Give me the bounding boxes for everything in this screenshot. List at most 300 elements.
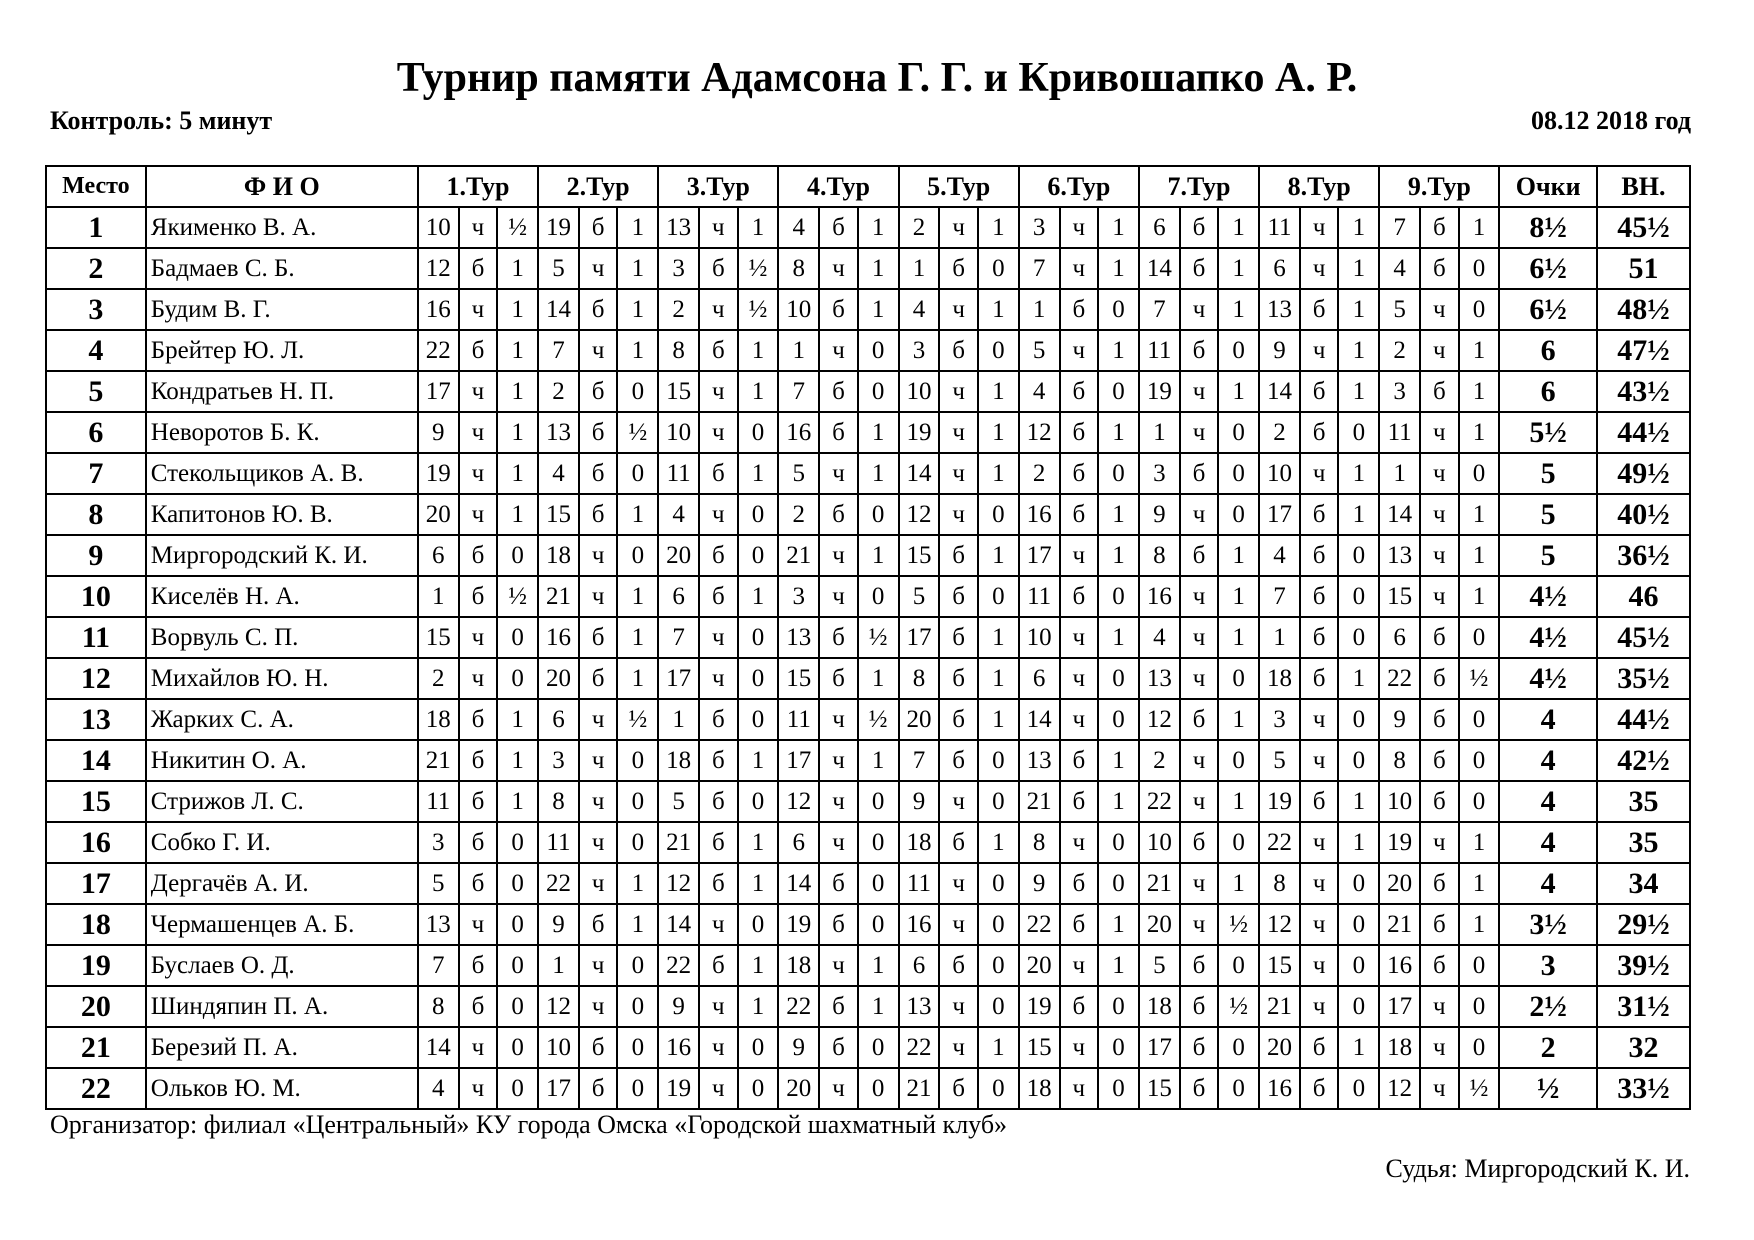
color-cell: б bbox=[579, 371, 618, 412]
color-cell: ч bbox=[939, 289, 978, 330]
result-cell: 1 bbox=[1459, 371, 1500, 412]
result-cell: 1 bbox=[497, 781, 538, 822]
opponent-cell: 5 bbox=[538, 248, 579, 289]
opponent-cell: 6 bbox=[899, 945, 940, 986]
color-cell: ч bbox=[1060, 658, 1099, 699]
player-name-cell: Капитонов Ю. В. bbox=[146, 494, 418, 535]
color-cell: ч bbox=[699, 904, 738, 945]
color-cell: б bbox=[1180, 986, 1219, 1027]
color-cell: б bbox=[939, 658, 978, 699]
result-cell: ½ bbox=[1218, 986, 1259, 1027]
bh-cell: 51 bbox=[1597, 248, 1690, 289]
opponent-cell: 15 bbox=[1139, 1068, 1180, 1109]
opponent-cell: 13 bbox=[899, 986, 940, 1027]
result-cell: 0 bbox=[617, 1068, 658, 1109]
result-cell: ½ bbox=[738, 289, 779, 330]
color-cell: б bbox=[939, 699, 978, 740]
color-cell: ч bbox=[699, 1027, 738, 1068]
opponent-cell: 11 bbox=[1019, 576, 1060, 617]
color-cell: б bbox=[459, 248, 498, 289]
place-cell: 10 bbox=[46, 576, 146, 617]
result-cell: 1 bbox=[1338, 453, 1379, 494]
opponent-cell: 9 bbox=[1379, 699, 1420, 740]
player-name-cell: Собко Г. И. bbox=[146, 822, 418, 863]
result-cell: ½ bbox=[858, 699, 899, 740]
result-cell: 1 bbox=[978, 371, 1019, 412]
color-cell: б bbox=[699, 863, 738, 904]
result-cell: 0 bbox=[978, 986, 1019, 1027]
color-cell: ч bbox=[819, 576, 858, 617]
result-cell: 0 bbox=[1459, 617, 1500, 658]
result-cell: ½ bbox=[1218, 904, 1259, 945]
header-place: Место bbox=[46, 166, 146, 207]
bh-cell: 49½ bbox=[1597, 453, 1690, 494]
place-cell: 3 bbox=[46, 289, 146, 330]
opponent-cell: 22 bbox=[1379, 658, 1420, 699]
result-cell: ½ bbox=[497, 576, 538, 617]
opponent-cell: 11 bbox=[899, 863, 940, 904]
result-cell: 0 bbox=[1338, 576, 1379, 617]
result-cell: 0 bbox=[738, 412, 779, 453]
opponent-cell: 16 bbox=[1139, 576, 1180, 617]
color-cell: б bbox=[1180, 453, 1219, 494]
color-cell: ч bbox=[939, 781, 978, 822]
result-cell: 1 bbox=[1098, 330, 1139, 371]
opponent-cell: 20 bbox=[899, 699, 940, 740]
result-cell: 1 bbox=[858, 535, 899, 576]
header-round-5: 5.Тур bbox=[899, 166, 1019, 207]
result-cell: 1 bbox=[497, 699, 538, 740]
result-cell: 0 bbox=[738, 617, 779, 658]
table-row bbox=[46, 863, 1690, 904]
opponent-cell: 2 bbox=[899, 207, 940, 248]
bh-cell: 31½ bbox=[1597, 986, 1690, 1027]
result-cell: 0 bbox=[1459, 945, 1500, 986]
result-cell: 0 bbox=[1338, 740, 1379, 781]
result-cell: 1 bbox=[497, 412, 538, 453]
result-cell: 1 bbox=[617, 617, 658, 658]
opponent-cell: 13 bbox=[538, 412, 579, 453]
result-cell: 0 bbox=[497, 945, 538, 986]
bh-cell: 45½ bbox=[1597, 617, 1690, 658]
result-cell: 0 bbox=[978, 945, 1019, 986]
color-cell: ч bbox=[1300, 904, 1339, 945]
opponent-cell: 17 bbox=[538, 1068, 579, 1109]
result-cell: 1 bbox=[1218, 535, 1259, 576]
result-cell: 0 bbox=[1098, 289, 1139, 330]
color-cell: ч bbox=[699, 207, 738, 248]
result-cell: 1 bbox=[1338, 330, 1379, 371]
opponent-cell: 11 bbox=[658, 453, 699, 494]
result-cell: 0 bbox=[617, 371, 658, 412]
result-cell: 1 bbox=[1338, 1027, 1379, 1068]
color-cell: б bbox=[579, 1027, 618, 1068]
color-cell: б bbox=[1300, 658, 1339, 699]
color-cell: ч bbox=[459, 1027, 498, 1068]
result-cell: ½ bbox=[1459, 1068, 1500, 1109]
opponent-cell: 1 bbox=[778, 330, 819, 371]
player-name-cell: Жарких С. А. bbox=[146, 699, 418, 740]
color-cell: б bbox=[699, 945, 738, 986]
color-cell: б bbox=[1300, 1027, 1339, 1068]
points-cell: 5 bbox=[1499, 453, 1597, 494]
color-cell: б bbox=[1300, 1068, 1339, 1109]
opponent-cell: 1 bbox=[658, 699, 699, 740]
opponent-cell: 8 bbox=[1259, 863, 1300, 904]
result-cell: 0 bbox=[1459, 986, 1500, 1027]
player-name-cell: Буслаев О. Д. bbox=[146, 945, 418, 986]
opponent-cell: 1 bbox=[1259, 617, 1300, 658]
result-cell: 1 bbox=[858, 289, 899, 330]
opponent-cell: 17 bbox=[1379, 986, 1420, 1027]
opponent-cell: 22 bbox=[1259, 822, 1300, 863]
opponent-cell: 18 bbox=[778, 945, 819, 986]
result-cell: 0 bbox=[1218, 1068, 1259, 1109]
result-cell: 0 bbox=[617, 986, 658, 1027]
points-cell: 3 bbox=[1499, 945, 1597, 986]
color-cell: б bbox=[1300, 576, 1339, 617]
color-cell: б bbox=[819, 658, 858, 699]
result-cell: 0 bbox=[858, 330, 899, 371]
color-cell: б bbox=[1180, 699, 1219, 740]
color-cell: б bbox=[819, 1027, 858, 1068]
opponent-cell: 20 bbox=[1139, 904, 1180, 945]
bh-cell: 40½ bbox=[1597, 494, 1690, 535]
color-cell: ч bbox=[1300, 453, 1339, 494]
place-cell: 1 bbox=[46, 207, 146, 248]
table-row bbox=[46, 371, 1690, 412]
opponent-cell: 18 bbox=[1019, 1068, 1060, 1109]
color-cell: б bbox=[1300, 617, 1339, 658]
opponent-cell: 2 bbox=[658, 289, 699, 330]
opponent-cell: 4 bbox=[778, 207, 819, 248]
result-cell: 0 bbox=[497, 617, 538, 658]
color-cell: б bbox=[1300, 289, 1339, 330]
color-cell: б bbox=[459, 330, 498, 371]
color-cell: ч bbox=[699, 412, 738, 453]
color-cell: б bbox=[1060, 781, 1099, 822]
opponent-cell: 17 bbox=[1139, 1027, 1180, 1068]
result-cell: 1 bbox=[1218, 371, 1259, 412]
color-cell: ч bbox=[819, 453, 858, 494]
place-cell: 8 bbox=[46, 494, 146, 535]
opponent-cell: 12 bbox=[1259, 904, 1300, 945]
result-cell: 1 bbox=[617, 207, 658, 248]
result-cell: 1 bbox=[617, 658, 658, 699]
result-cell: 0 bbox=[1338, 535, 1379, 576]
table-row bbox=[46, 1068, 1690, 1109]
result-cell: ½ bbox=[738, 248, 779, 289]
color-cell: б bbox=[1060, 740, 1099, 781]
organizer: Организатор: филиал «Центральный» КУ города Омска «Городской шахматный клуб» bbox=[50, 1110, 1008, 1139]
color-cell: б bbox=[1060, 904, 1099, 945]
result-cell: 0 bbox=[1098, 822, 1139, 863]
opponent-cell: 2 bbox=[1259, 412, 1300, 453]
result-cell: 1 bbox=[1338, 822, 1379, 863]
result-cell: 1 bbox=[497, 248, 538, 289]
place-cell: 17 bbox=[46, 863, 146, 904]
place-cell: 5 bbox=[46, 371, 146, 412]
opponent-cell: 6 bbox=[1019, 658, 1060, 699]
header-points: Очки bbox=[1499, 166, 1597, 207]
table-row bbox=[46, 699, 1690, 740]
result-cell: 1 bbox=[1459, 494, 1500, 535]
result-cell: 1 bbox=[858, 740, 899, 781]
result-cell: 1 bbox=[738, 945, 779, 986]
header-round-8: 8.Тур bbox=[1259, 166, 1379, 207]
color-cell: ч bbox=[1420, 289, 1459, 330]
result-cell: 0 bbox=[858, 1027, 899, 1068]
opponent-cell: 16 bbox=[899, 904, 940, 945]
opponent-cell: 10 bbox=[778, 289, 819, 330]
player-name-cell: Брейтер Ю. Л. bbox=[146, 330, 418, 371]
opponent-cell: 11 bbox=[1259, 207, 1300, 248]
result-cell: 1 bbox=[1459, 330, 1500, 371]
player-name-cell: Ольков Ю. М. bbox=[146, 1068, 418, 1109]
opponent-cell: 8 bbox=[899, 658, 940, 699]
opponent-cell: 18 bbox=[1379, 1027, 1420, 1068]
color-cell: б bbox=[1060, 453, 1099, 494]
color-cell: ч bbox=[1060, 248, 1099, 289]
place-cell: 6 bbox=[46, 412, 146, 453]
opponent-cell: 12 bbox=[538, 986, 579, 1027]
opponent-cell: 20 bbox=[1019, 945, 1060, 986]
header-round-4: 4.Тур bbox=[778, 166, 898, 207]
result-cell: 1 bbox=[497, 330, 538, 371]
result-cell: 1 bbox=[1218, 781, 1259, 822]
color-cell: ч bbox=[1300, 945, 1339, 986]
result-cell: 1 bbox=[738, 453, 779, 494]
opponent-cell: 13 bbox=[1019, 740, 1060, 781]
player-name-cell: Стекольщиков А. В. bbox=[146, 453, 418, 494]
color-cell: б bbox=[1420, 699, 1459, 740]
color-cell: б bbox=[459, 863, 498, 904]
result-cell: 1 bbox=[738, 371, 779, 412]
color-cell: ч bbox=[459, 904, 498, 945]
color-cell: б bbox=[1180, 1068, 1219, 1109]
opponent-cell: 17 bbox=[1019, 535, 1060, 576]
bh-cell: 33½ bbox=[1597, 1068, 1690, 1109]
color-cell: б bbox=[699, 453, 738, 494]
header-round-6: 6.Тур bbox=[1019, 166, 1139, 207]
opponent-cell: 21 bbox=[658, 822, 699, 863]
player-name-cell: Чермашенцев А. Б. bbox=[146, 904, 418, 945]
opponent-cell: 3 bbox=[538, 740, 579, 781]
opponent-cell: 8 bbox=[1379, 740, 1420, 781]
result-cell: 1 bbox=[978, 699, 1019, 740]
opponent-cell: 9 bbox=[418, 412, 459, 453]
opponent-cell: 17 bbox=[418, 371, 459, 412]
opponent-cell: 6 bbox=[658, 576, 699, 617]
result-cell: ½ bbox=[497, 207, 538, 248]
result-cell: 0 bbox=[1459, 248, 1500, 289]
opponent-cell: 16 bbox=[1019, 494, 1060, 535]
player-name-cell: Стрижов Л. С. bbox=[146, 781, 418, 822]
result-cell: 1 bbox=[1098, 781, 1139, 822]
result-cell: 0 bbox=[497, 863, 538, 904]
result-cell: 0 bbox=[1459, 1027, 1500, 1068]
bh-cell: 48½ bbox=[1597, 289, 1690, 330]
result-cell: 1 bbox=[1459, 207, 1500, 248]
opponent-cell: 3 bbox=[1139, 453, 1180, 494]
color-cell: б bbox=[939, 248, 978, 289]
opponent-cell: 9 bbox=[1019, 863, 1060, 904]
result-cell: 0 bbox=[617, 740, 658, 781]
color-cell: ч bbox=[1180, 658, 1219, 699]
color-cell: ч bbox=[579, 535, 618, 576]
judge: Судья: Миргородский К. И. bbox=[1385, 1154, 1690, 1183]
result-cell: 1 bbox=[978, 289, 1019, 330]
color-cell: б bbox=[1420, 617, 1459, 658]
opponent-cell: 21 bbox=[1019, 781, 1060, 822]
opponent-cell: 22 bbox=[538, 863, 579, 904]
result-cell: 1 bbox=[1338, 781, 1379, 822]
table-row bbox=[46, 494, 1690, 535]
color-cell: б bbox=[699, 822, 738, 863]
player-name-cell: Ворвуль С. П. bbox=[146, 617, 418, 658]
result-cell: 1 bbox=[738, 822, 779, 863]
color-cell: ч bbox=[1420, 822, 1459, 863]
color-cell: б bbox=[819, 289, 858, 330]
color-cell: б bbox=[579, 412, 618, 453]
color-cell: ч bbox=[1060, 945, 1099, 986]
opponent-cell: 18 bbox=[1259, 658, 1300, 699]
bh-cell: 47½ bbox=[1597, 330, 1690, 371]
opponent-cell: 14 bbox=[418, 1027, 459, 1068]
opponent-cell: 4 bbox=[1379, 248, 1420, 289]
color-cell: б bbox=[579, 494, 618, 535]
result-cell: 0 bbox=[978, 1068, 1019, 1109]
opponent-cell: 1 bbox=[1139, 412, 1180, 453]
player-name-cell: Шиндяпин П. А. bbox=[146, 986, 418, 1027]
result-cell: 0 bbox=[978, 781, 1019, 822]
result-cell: 0 bbox=[1218, 412, 1259, 453]
opponent-cell: 22 bbox=[1139, 781, 1180, 822]
result-cell: ½ bbox=[1459, 658, 1500, 699]
bh-cell: 32 bbox=[1597, 1027, 1690, 1068]
color-cell: ч bbox=[1420, 1068, 1459, 1109]
color-cell: б bbox=[459, 822, 498, 863]
place-cell: 14 bbox=[46, 740, 146, 781]
color-cell: б bbox=[579, 289, 618, 330]
result-cell: 0 bbox=[617, 535, 658, 576]
opponent-cell: 16 bbox=[1379, 945, 1420, 986]
table-row bbox=[46, 412, 1690, 453]
header-bh: ВН. bbox=[1597, 166, 1690, 207]
opponent-cell: 19 bbox=[658, 1068, 699, 1109]
result-cell: 0 bbox=[1098, 986, 1139, 1027]
table-row bbox=[46, 207, 1690, 248]
color-cell: ч bbox=[819, 535, 858, 576]
color-cell: ч bbox=[1420, 494, 1459, 535]
opponent-cell: 12 bbox=[899, 494, 940, 535]
result-cell: 1 bbox=[497, 371, 538, 412]
color-cell: ч bbox=[1060, 207, 1099, 248]
result-cell: 1 bbox=[1338, 371, 1379, 412]
opponent-cell: 13 bbox=[1259, 289, 1300, 330]
result-cell: 0 bbox=[617, 781, 658, 822]
result-cell: 0 bbox=[1218, 658, 1259, 699]
color-cell: ч bbox=[939, 904, 978, 945]
result-cell: 0 bbox=[858, 904, 899, 945]
opponent-cell: 9 bbox=[778, 1027, 819, 1068]
opponent-cell: 10 bbox=[1019, 617, 1060, 658]
opponent-cell: 3 bbox=[778, 576, 819, 617]
result-cell: 0 bbox=[1098, 576, 1139, 617]
color-cell: ч bbox=[1180, 412, 1219, 453]
color-cell: б bbox=[1180, 330, 1219, 371]
opponent-cell: 4 bbox=[1019, 371, 1060, 412]
result-cell: 0 bbox=[738, 699, 779, 740]
opponent-cell: 20 bbox=[1259, 1027, 1300, 1068]
opponent-cell: 22 bbox=[899, 1027, 940, 1068]
result-cell: 0 bbox=[497, 904, 538, 945]
result-cell: 0 bbox=[1098, 1068, 1139, 1109]
color-cell: ч bbox=[579, 248, 618, 289]
color-cell: б bbox=[819, 412, 858, 453]
opponent-cell: 12 bbox=[1019, 412, 1060, 453]
result-cell: 1 bbox=[978, 535, 1019, 576]
result-cell: 1 bbox=[978, 1027, 1019, 1068]
result-cell: 1 bbox=[978, 822, 1019, 863]
result-cell: 0 bbox=[1338, 699, 1379, 740]
color-cell: б bbox=[699, 535, 738, 576]
color-cell: б bbox=[819, 207, 858, 248]
opponent-cell: 12 bbox=[418, 248, 459, 289]
opponent-cell: 7 bbox=[1139, 289, 1180, 330]
opponent-cell: 1 bbox=[538, 945, 579, 986]
result-cell: 0 bbox=[1098, 1027, 1139, 1068]
player-name-cell: Якименко В. А. bbox=[146, 207, 418, 248]
opponent-cell: 2 bbox=[1139, 740, 1180, 781]
bh-cell: 35 bbox=[1597, 781, 1690, 822]
color-cell: ч bbox=[1180, 863, 1219, 904]
table-row bbox=[46, 453, 1690, 494]
color-cell: б bbox=[699, 576, 738, 617]
result-cell: 0 bbox=[497, 1027, 538, 1068]
color-cell: ч bbox=[1420, 535, 1459, 576]
header-round-7: 7.Тур bbox=[1139, 166, 1259, 207]
opponent-cell: 3 bbox=[899, 330, 940, 371]
color-cell: б bbox=[1060, 986, 1099, 1027]
result-cell: 0 bbox=[1218, 740, 1259, 781]
bh-cell: 45½ bbox=[1597, 207, 1690, 248]
result-cell: 1 bbox=[1218, 576, 1259, 617]
color-cell: ч bbox=[579, 863, 618, 904]
opponent-cell: 7 bbox=[778, 371, 819, 412]
result-cell: 1 bbox=[1218, 617, 1259, 658]
result-cell: 1 bbox=[1218, 863, 1259, 904]
result-cell: 0 bbox=[1338, 1068, 1379, 1109]
result-cell: 1 bbox=[978, 412, 1019, 453]
result-cell: 1 bbox=[1098, 248, 1139, 289]
opponent-cell: 19 bbox=[778, 904, 819, 945]
opponent-cell: 7 bbox=[899, 740, 940, 781]
opponent-cell: 3 bbox=[1379, 371, 1420, 412]
color-cell: ч bbox=[1300, 822, 1339, 863]
opponent-cell: 22 bbox=[1019, 904, 1060, 945]
opponent-cell: 7 bbox=[1259, 576, 1300, 617]
points-cell: 2 bbox=[1499, 1027, 1597, 1068]
result-cell: 1 bbox=[1098, 535, 1139, 576]
table-row bbox=[46, 740, 1690, 781]
result-cell: 0 bbox=[978, 740, 1019, 781]
result-cell: 0 bbox=[1098, 863, 1139, 904]
color-cell: ч bbox=[1180, 289, 1219, 330]
place-cell: 20 bbox=[46, 986, 146, 1027]
place-cell: 4 bbox=[46, 330, 146, 371]
result-cell: 0 bbox=[1338, 904, 1379, 945]
